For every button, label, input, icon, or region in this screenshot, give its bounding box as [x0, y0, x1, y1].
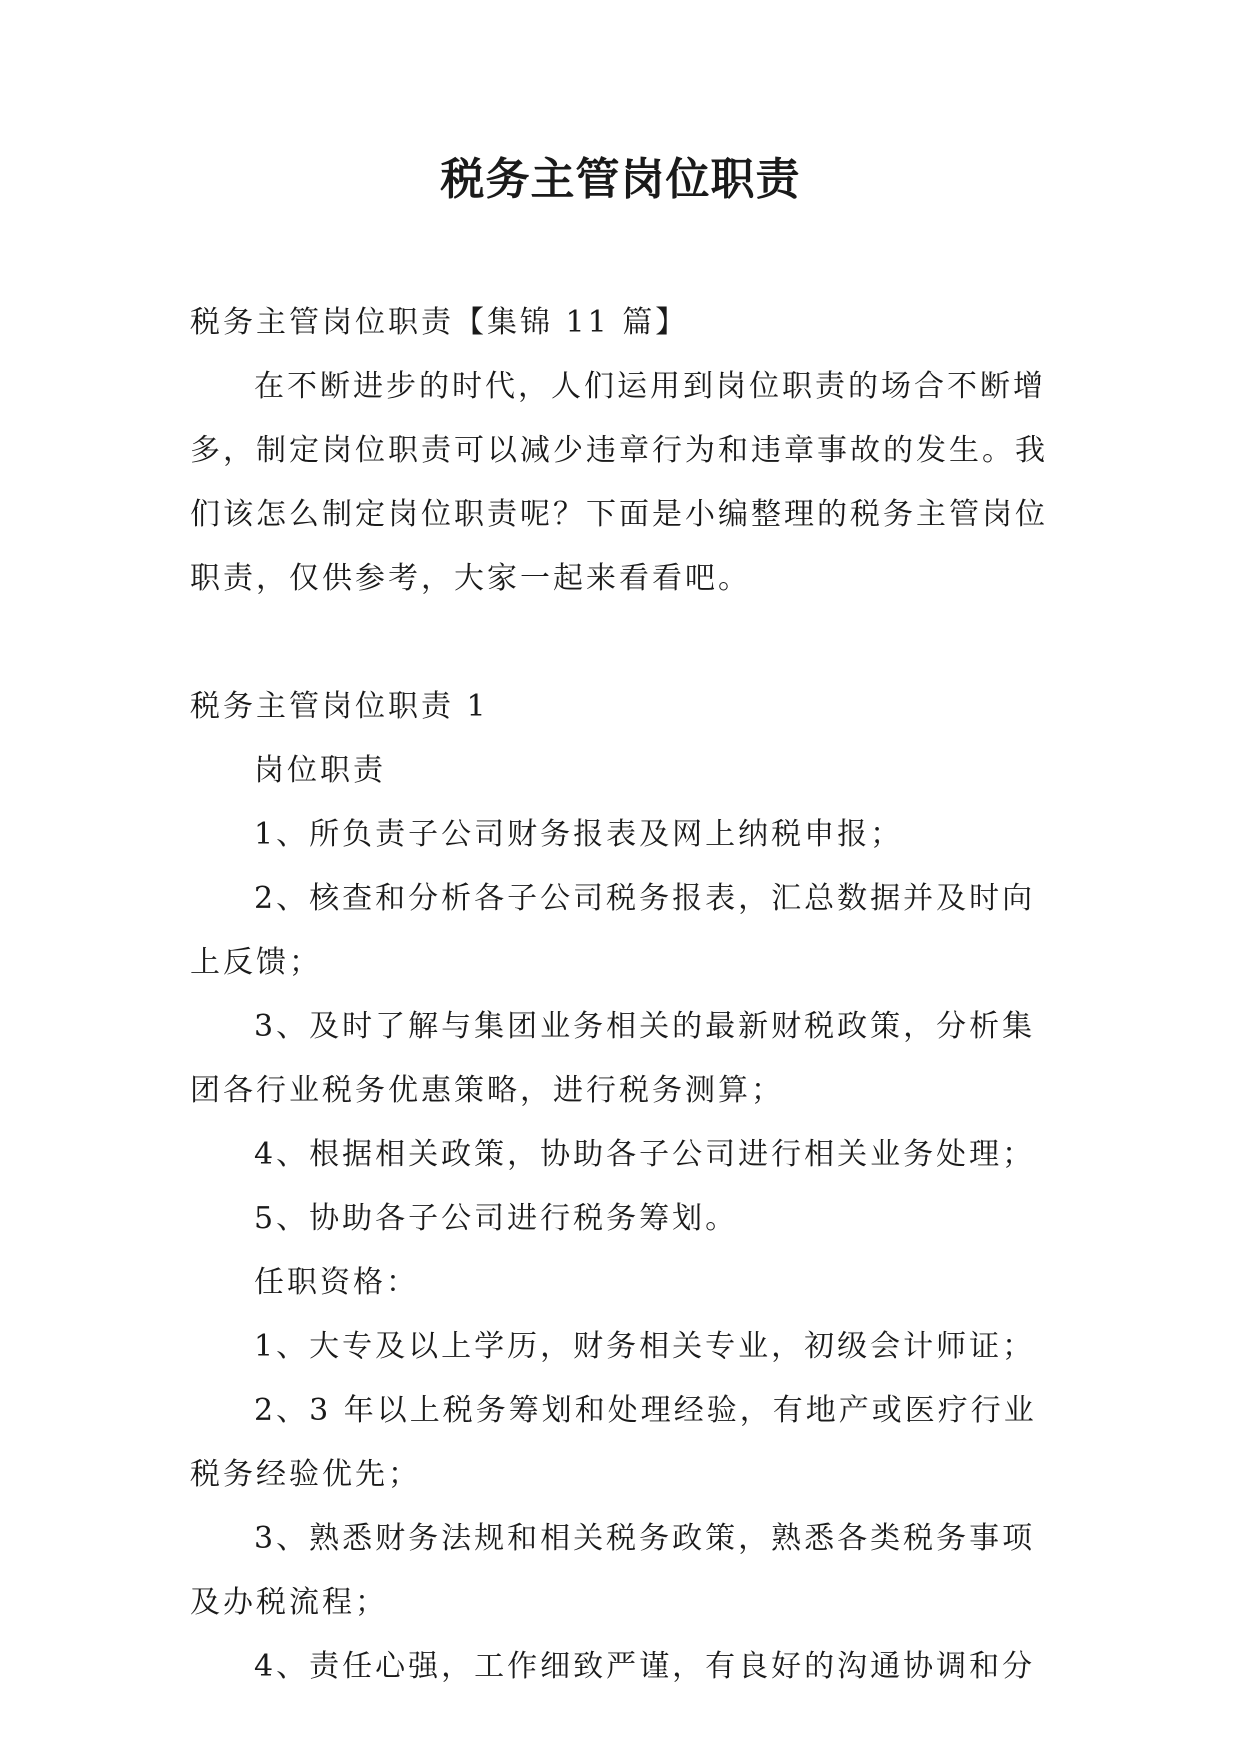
- duty-item: 4、根据相关政策，协助各子公司进行相关业务处理；: [254, 1137, 1036, 1172]
- duty-item: 5、协助各子公司进行税务筹划。: [254, 1201, 739, 1236]
- qualification-item: 2、3 年以上税务筹划和处理经验，有地产或医疗行业税务经验优先；: [190, 1393, 1037, 1492]
- qualifications-label: 任职资格：: [254, 1265, 419, 1300]
- qualification-item: 3、熟悉财务法规和相关税务政策，熟悉各类税务事项及办税流程；: [190, 1521, 1036, 1620]
- duty-item: 1、所负责子公司财务报表及网上纳税申报；: [254, 817, 904, 852]
- intro-paragraph: 在不断进步的时代，人们运用到岗位职责的场合不断增多，制定岗位职责可以减少违章行为和违章事故的发生。我们该怎么制定岗位职责呢？下面是小编整理的税务主管岗位职责，仅供参考，大家一起来看看吧。: [190, 369, 1048, 596]
- qualification-item: 1、大专及以上学历，财务相关专业，初级会计师证；: [254, 1329, 1036, 1364]
- duty-item: 2、核查和分析各子公司税务报表，汇总数据并及时向上反馈；: [190, 881, 1036, 980]
- document-subtitle: 税务主管岗位职责【集锦 11 篇】: [190, 305, 689, 340]
- document-title: 税务主管岗位职责: [440, 154, 801, 205]
- document-body: [190, 291, 1060, 1699]
- duties-label: 岗位职责: [254, 753, 386, 788]
- section-heading: 税务主管岗位职责 1: [190, 689, 489, 724]
- duty-item: 3、及时了解与集团业务相关的最新财税政策，分析集团各行业税务优惠策略，进行税务测算；: [190, 1009, 1036, 1108]
- qualification-item: 4、责任心强，工作细致严谨，有良好的沟通协调和分: [254, 1649, 1036, 1684]
- paragraph-gap: [190, 611, 1060, 675]
